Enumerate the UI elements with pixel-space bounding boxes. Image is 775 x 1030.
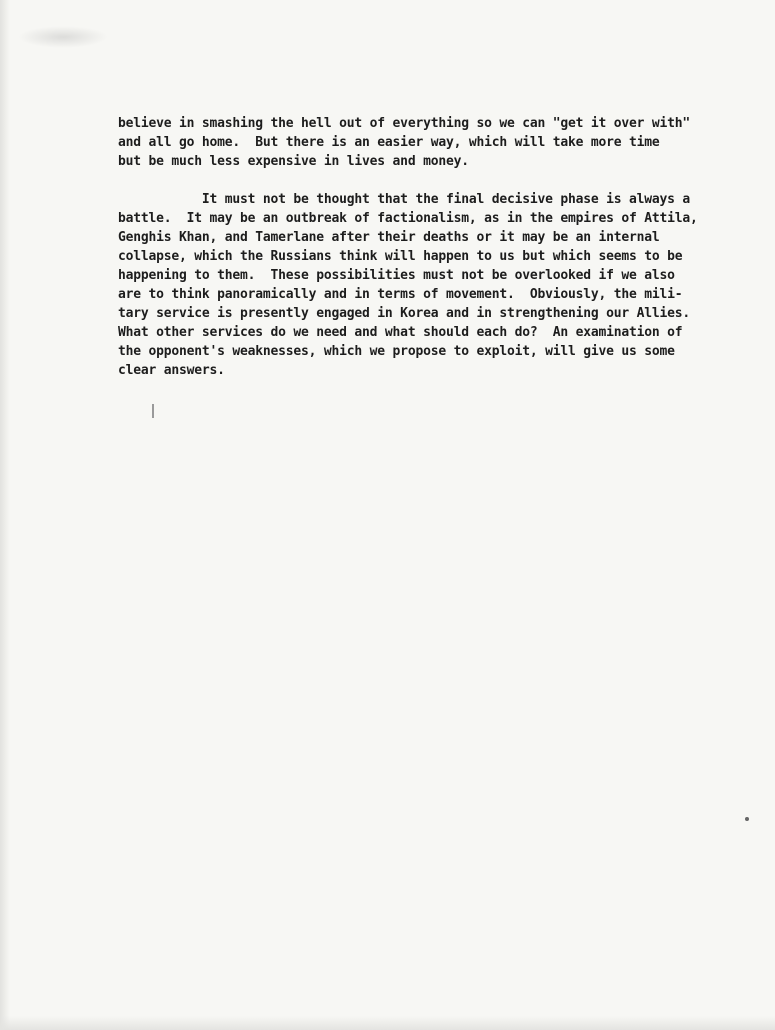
text-line: collapse, which the Russians think will happen to us but which seems to be [118,249,683,264]
text-line: It must not be thought that the final decisive phase is always a [118,192,690,207]
text-line: tary service is presently engaged in Korea and in strengthening our Allies. [118,306,690,321]
text-line: battle. It may be an outbreak of factionalism, as in the empires of Attila, [118,211,698,226]
text-line: but be much less expensive in lives and money. [118,154,469,169]
text-line: the opponent's weaknesses, which we propose to exploit, will give us some [118,344,675,359]
typed-text-body [118,114,738,380]
paper-bottom-shadow [0,1016,775,1030]
scan-mark [152,404,154,418]
paragraph-1 [118,114,738,171]
text-line: Genghis Khan, and Tamerlane after their deaths or it may be an internal [118,230,660,245]
scan-smudge [18,26,108,48]
paragraph-2 [118,190,738,380]
text-line: happening to them. These possibilities must not be overlooked if we also [118,268,675,283]
text-line: believe in smashing the hell out of everything so we can "get it over with" [118,116,690,131]
text-line: and all go home. But there is an easier way, which will take more time [118,135,660,150]
text-line: What other services do we need and what should each do? An examination of [118,325,683,340]
text-line: are to think panoramically and in terms of movement. Obviously, the mili- [118,287,683,302]
paragraph-gap [118,171,738,190]
paper-edge-shadow [0,0,10,1030]
scan-speck [745,817,749,821]
text-line: clear answers. [118,363,225,378]
